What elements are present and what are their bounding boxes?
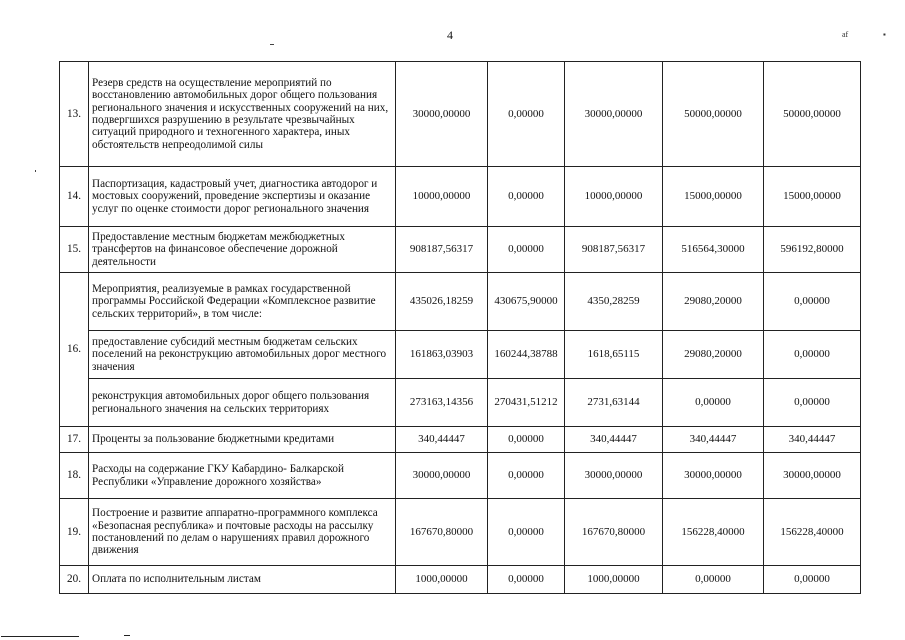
footnote-rule: [1, 636, 79, 637]
value-cell: 10000,00000: [565, 167, 663, 227]
table-row: [60, 566, 861, 594]
value-cell: 30000,00000: [764, 453, 861, 499]
value-cell: 273163,14356: [396, 379, 488, 427]
row-number: 16.: [60, 273, 89, 427]
value-cell: 50000,00000: [764, 62, 861, 167]
value-cell: 1000,00000: [396, 566, 488, 594]
value-cell: 0,00000: [663, 566, 764, 594]
value-cell: 160244,38788: [488, 331, 565, 379]
value-cell: 0,00000: [764, 331, 861, 379]
value-cell: 270431,51212: [488, 379, 565, 427]
value-cell: 156228,40000: [764, 499, 861, 566]
value-cell: 908187,56317: [565, 227, 663, 273]
footnote-mark: [124, 635, 130, 636]
value-cell: 0,00000: [488, 499, 565, 566]
value-cell: 435026,18259: [396, 273, 488, 331]
row-description: Оплата по исполнительным листам: [89, 566, 396, 594]
value-cell: 167670,80000: [565, 499, 663, 566]
row-description: Паспортизация, кадастровый учет, диагностика автодорог и мостовых сооружений, проведение экспертизы и оказание услуг по оценке стоимости дорог регионального значения: [89, 167, 396, 227]
table-row: [60, 453, 861, 499]
value-cell: 15000,00000: [764, 167, 861, 227]
value-cell: 0,00000: [488, 453, 565, 499]
value-cell: 10000,00000: [396, 167, 488, 227]
page-number: 4: [447, 28, 453, 42]
value-cell: 596192,80000: [764, 227, 861, 273]
row-number: 13.: [60, 62, 89, 167]
row-description: Мероприятия, реализуемые в рамках государственной программы Российской Федерации «Комплексное развитие сельских территорий», в том числе:: [89, 273, 396, 331]
table-row: [60, 427, 861, 453]
value-cell: 30000,00000: [396, 453, 488, 499]
table-row: [60, 62, 861, 167]
value-cell: 29080,20000: [663, 331, 764, 379]
row-number: 19.: [60, 499, 89, 566]
value-cell: 167670,80000: [396, 499, 488, 566]
value-cell: 50000,00000: [663, 62, 764, 167]
row-number: 20.: [60, 566, 89, 594]
value-cell: 516564,30000: [663, 227, 764, 273]
value-cell: 0,00000: [764, 379, 861, 427]
scan-speck: [270, 44, 274, 45]
value-cell: 30000,00000: [663, 453, 764, 499]
scan-mark: af: [842, 30, 849, 39]
value-cell: 1618,65115: [565, 331, 663, 379]
row-description: Резерв средств на осуществление мероприятий по восстановлению автомобильных дорог общего пользования регионального значения и искусственных сооружений на них, подвергшихся разрушению в результате чрезвычайных ситуаций природного и техногенного характера, иных обстоятельств непреодолимой силы: [89, 62, 396, 167]
row-description: Построение и развитие аппаратно-программного комплекса «Безопасная республика» и почтовые расходы на рассылку постановлений по делам о нарушениях правил дорожного движения: [89, 499, 396, 566]
value-cell: 30000,00000: [565, 62, 663, 167]
value-cell: 0,00000: [764, 566, 861, 594]
value-cell: 340,44447: [764, 427, 861, 453]
value-cell: 0,00000: [488, 566, 565, 594]
value-cell: 0,00000: [488, 167, 565, 227]
table-row: [60, 167, 861, 227]
value-cell: 340,44447: [565, 427, 663, 453]
value-cell: 156228,40000: [663, 499, 764, 566]
row-number: 18.: [60, 453, 89, 499]
table-row: [60, 331, 861, 379]
row-number: 14.: [60, 167, 89, 227]
value-cell: 340,44447: [396, 427, 488, 453]
row-description: реконструкция автомобильных дорог общего пользования регионального значения на сельских территориях: [89, 379, 396, 427]
row-description: Проценты за пользование бюджетными кредитами: [89, 427, 396, 453]
value-cell: 0,00000: [488, 62, 565, 167]
scan-speck: [35, 170, 36, 172]
value-cell: 2731,63144: [565, 379, 663, 427]
value-cell: 0,00000: [488, 227, 565, 273]
value-cell: 0,00000: [663, 379, 764, 427]
value-cell: 908187,56317: [396, 227, 488, 273]
scan-mark: ▪︎: [883, 30, 886, 39]
value-cell: 0,00000: [764, 273, 861, 331]
table-row: [60, 227, 861, 273]
value-cell: 0,00000: [488, 427, 565, 453]
value-cell: 4350,28259: [565, 273, 663, 331]
row-description: предоставление субсидий местным бюджетам сельских поселений на реконструкцию автомобильных дорог местного значения: [89, 331, 396, 379]
row-number: 17.: [60, 427, 89, 453]
value-cell: 161863,03903: [396, 331, 488, 379]
row-description: Предоставление местным бюджетам межбюджетных трансфертов на финансовое обеспечение дорожной деятельности: [89, 227, 396, 273]
value-cell: 30000,00000: [565, 453, 663, 499]
table-row: [60, 499, 861, 566]
value-cell: 430675,90000: [488, 273, 565, 331]
value-cell: 340,44447: [663, 427, 764, 453]
row-number: 15.: [60, 227, 89, 273]
value-cell: 30000,00000: [396, 62, 488, 167]
value-cell: 15000,00000: [663, 167, 764, 227]
value-cell: 1000,00000: [565, 566, 663, 594]
budget-table: [59, 61, 861, 594]
value-cell: 29080,20000: [663, 273, 764, 331]
table-row: [60, 379, 861, 427]
table-row: [60, 273, 861, 331]
row-description: Расходы на содержание ГКУ Кабардино- Балкарской Республики «Управление дорожного хозяйства»: [89, 453, 396, 499]
